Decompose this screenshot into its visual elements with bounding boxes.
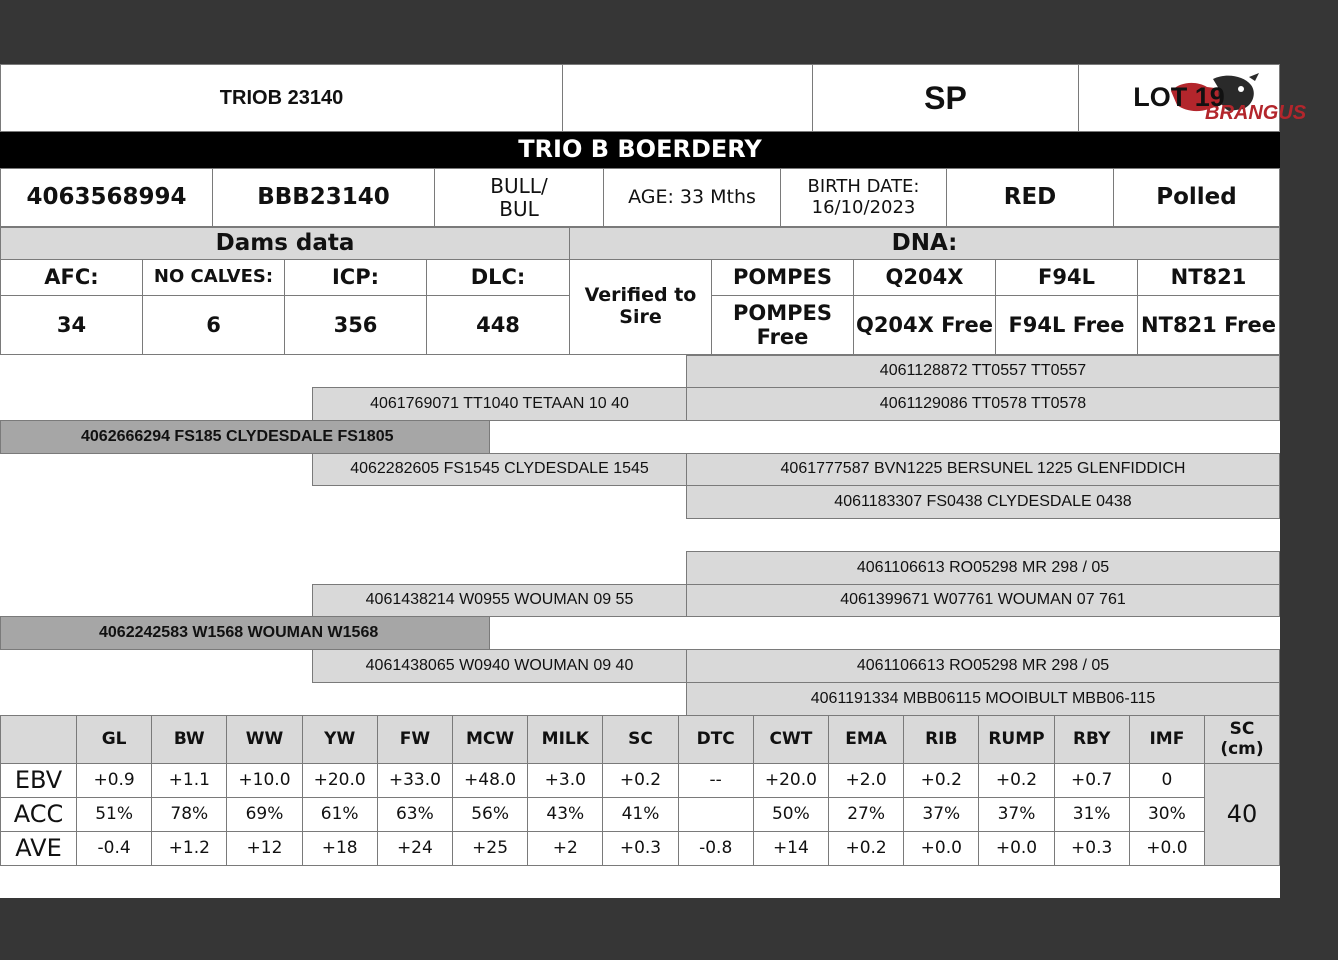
dams-value-dlc: 448 <box>426 295 570 355</box>
ebv-header-rby: RBY <box>1054 715 1130 764</box>
colour: RED <box>946 168 1114 227</box>
ebv-ebv-imf: 0 <box>1129 763 1205 798</box>
ebv-ebv-ww: +10.0 <box>226 763 302 798</box>
ebv-corner-cell <box>0 715 77 764</box>
ebv-acc-gl: 51% <box>76 797 152 832</box>
ebv-acc-fw: 63% <box>377 797 453 832</box>
ebv-header-bw: BW <box>151 715 227 764</box>
lot-sheet <box>0 64 1307 898</box>
ebv-ave-rump: +0.0 <box>978 831 1054 866</box>
dams-header-afc: AFC: <box>0 259 143 296</box>
lot-number: LOT 19 <box>1078 64 1280 132</box>
pedigree-dam-sire-dam: 4061399671 W07761 WOUMAN 07 761 <box>686 584 1280 617</box>
dna-header-nt821: NT821 <box>1137 259 1280 296</box>
dna-value-pompes <box>711 295 854 355</box>
ebv-ebv-cwt: +20.0 <box>753 763 829 798</box>
ebv-acc-ww: 69% <box>226 797 302 832</box>
ebv-header-milk: MILK <box>527 715 603 764</box>
dams-header-calves: NO CALVES: <box>142 259 285 296</box>
pedigree-dam-sire: 4061438214 W0955 WOUMAN 09 55 <box>312 584 687 617</box>
verified-line-2: Sire <box>619 306 662 328</box>
horn-status: Polled <box>1113 168 1280 227</box>
ebv-ave-mcw: +25 <box>452 831 528 866</box>
dna-value-q204x: Q204X Free <box>853 295 996 355</box>
pedigree-sire-dam-dam: 4061183307 FS0438 CLYDESDALE 0438 <box>686 485 1280 519</box>
ebv-acc-rby: 31% <box>1054 797 1130 832</box>
ebv-row-label-acc: ACC <box>0 797 77 832</box>
registration-number: 4063568994 <box>0 168 213 227</box>
ebv-ave-cwt: +14 <box>753 831 829 866</box>
age: AGE: 33 Mths <box>603 168 781 227</box>
ebv-acc-bw: 78% <box>151 797 227 832</box>
ebv-ave-sc: +0.3 <box>602 831 678 866</box>
ebv-ebv-yw: +20.0 <box>302 763 378 798</box>
ebv-ave-rby: +0.3 <box>1054 831 1130 866</box>
dams-data-title: Dams data <box>0 227 570 260</box>
logo-text: BRANGUS <box>1205 102 1307 124</box>
ebv-acc-dtc <box>678 797 754 832</box>
birth-date-value: 16/10/2023 <box>811 196 916 218</box>
ebv-ave-yw: +18 <box>302 831 378 866</box>
verified-line-1: Verified to <box>584 284 697 307</box>
ebv-ebv-dtc: -- <box>678 763 754 798</box>
dams-header-dlc: DLC: <box>426 259 570 296</box>
dna-title: DNA: <box>569 227 1280 260</box>
ebv-ebv-gl: +0.9 <box>76 763 152 798</box>
ebv-acc-rib: 37% <box>903 797 979 832</box>
ebv-acc-rump: 37% <box>978 797 1054 832</box>
ebv-ave-milk: +2 <box>527 831 603 866</box>
ebv-ebv-rby: +0.7 <box>1054 763 1130 798</box>
ebv-header-yw: YW <box>302 715 378 764</box>
dams-value-calves: 6 <box>142 295 285 355</box>
grade: SP <box>812 64 1079 132</box>
ebv-acc-milk: 43% <box>527 797 603 832</box>
ebv-acc-yw: 61% <box>302 797 378 832</box>
pedigree-sire-sire: 4061769071 TT1040 TETAAN 10 40 <box>312 387 687 421</box>
ebv-ave-ema: +0.2 <box>828 831 904 866</box>
ebv-ave-rib: +0.0 <box>903 831 979 866</box>
dna-value-pompes-line-1: POMPES <box>732 300 832 325</box>
ebv-ebv-rump: +0.2 <box>978 763 1054 798</box>
ebv-header-imf: IMF <box>1129 715 1205 764</box>
sc-header-line-2: (cm) <box>1220 738 1264 759</box>
ebv-ebv-sc: +0.2 <box>602 763 678 798</box>
ebv-acc-ema: 27% <box>828 797 904 832</box>
ebv-ave-imf: +0.0 <box>1129 831 1205 866</box>
ebv-ebv-ema: +2.0 <box>828 763 904 798</box>
ebv-row-label-ebv: EBV <box>0 763 77 798</box>
animal-id: TRIOB 23140 <box>0 64 563 132</box>
ebv-table <box>0 715 1280 864</box>
ebv-ebv-mcw: +48.0 <box>452 763 528 798</box>
pedigree-dam: 4062242583 W1568 WOUMAN W1568 <box>0 616 490 650</box>
ebv-header-gl: GL <box>76 715 152 764</box>
ebv-acc-sc: 41% <box>602 797 678 832</box>
pedigree-dam-dam-sire: 4061106613 RO05298 MR 298 / 05 <box>686 649 1280 683</box>
ebv-ave-gl: -0.4 <box>76 831 152 866</box>
ebv-ave-bw: +1.2 <box>151 831 227 866</box>
dna-value-pompes-line-2: Free <box>756 325 809 349</box>
ebv-acc-cwt: 50% <box>753 797 829 832</box>
pedigree-sire-sire-dam: 4061129086 TT0578 TT0578 <box>686 387 1280 421</box>
pedigree-sire-sire-sire: 4061128872 TT0557 TT0557 <box>686 355 1280 388</box>
ebv-ave-fw: +24 <box>377 831 453 866</box>
birth-date <box>780 168 947 227</box>
pedigree-sire: 4062666294 FS185 CLYDESDALE FS1805 <box>0 420 490 454</box>
ebv-ebv-bw: +1.1 <box>151 763 227 798</box>
dna-header-f94l: F94L <box>995 259 1138 296</box>
ebv-acc-mcw: 56% <box>452 797 528 832</box>
ebv-header-rib: RIB <box>903 715 979 764</box>
ebv-header-mcw: MCW <box>452 715 528 764</box>
ebv-ave-ww: +12 <box>226 831 302 866</box>
ebv-row-label-ave: AVE <box>0 831 77 866</box>
ebv-header-rump: RUMP <box>978 715 1054 764</box>
dna-value-f94l: F94L Free <box>995 295 1138 355</box>
tag-number: BBB23140 <box>212 168 435 227</box>
ebv-ave-dtc: -0.8 <box>678 831 754 866</box>
ebv-header-dtc: DTC <box>678 715 754 764</box>
breeder-name: TRIO B BOERDERY <box>0 132 1280 168</box>
ebv-header-ema: EMA <box>828 715 904 764</box>
ebv-header-fw: FW <box>377 715 453 764</box>
dams-value-afc: 34 <box>0 295 143 355</box>
pedigree-sire-dam-sire: 4061777587 BVN1225 BERSUNEL 1225 GLENFIDDICH <box>686 453 1280 486</box>
ebv-ebv-fw: +33.0 <box>377 763 453 798</box>
pedigree-dam-dam: 4061438065 W0940 WOUMAN 09 40 <box>312 649 687 683</box>
ebv-header-cwt: CWT <box>753 715 829 764</box>
dna-value-nt821: NT821 Free <box>1137 295 1280 355</box>
dams-header-icp: ICP: <box>284 259 427 296</box>
sc-header-line-1: SC <box>1229 718 1255 739</box>
sc-cm-value: 40 <box>1204 763 1280 866</box>
ebv-acc-imf: 30% <box>1129 797 1205 832</box>
ebv-header-sc-cm <box>1204 715 1280 764</box>
ebv-ebv-milk: +3.0 <box>527 763 603 798</box>
pedigree-sire-dam: 4062282605 FS1545 CLYDESDALE 1545 <box>312 453 687 486</box>
birth-date-label: BIRTH DATE: <box>807 175 920 197</box>
dams-value-icp: 356 <box>284 295 427 355</box>
pedigree-dam-dam-dam: 4061191334 MBB06115 MOOIBULT MBB06-115 <box>686 682 1280 716</box>
sex <box>434 168 604 227</box>
ebv-header-ww: WW <box>226 715 302 764</box>
ebv-ebv-rib: +0.2 <box>903 763 979 798</box>
pedigree-dam-sire-sire: 4061106613 RO05298 MR 298 / 05 <box>686 551 1280 585</box>
ebv-header-sc: SC <box>602 715 678 764</box>
sex-line-2: BUL <box>499 196 539 221</box>
dna-header-q204x: Q204X <box>853 259 996 296</box>
dna-header-pompes: POMPES <box>711 259 854 296</box>
sex-line-1: BULL/ <box>490 173 548 198</box>
verified-to-sire <box>569 259 712 355</box>
